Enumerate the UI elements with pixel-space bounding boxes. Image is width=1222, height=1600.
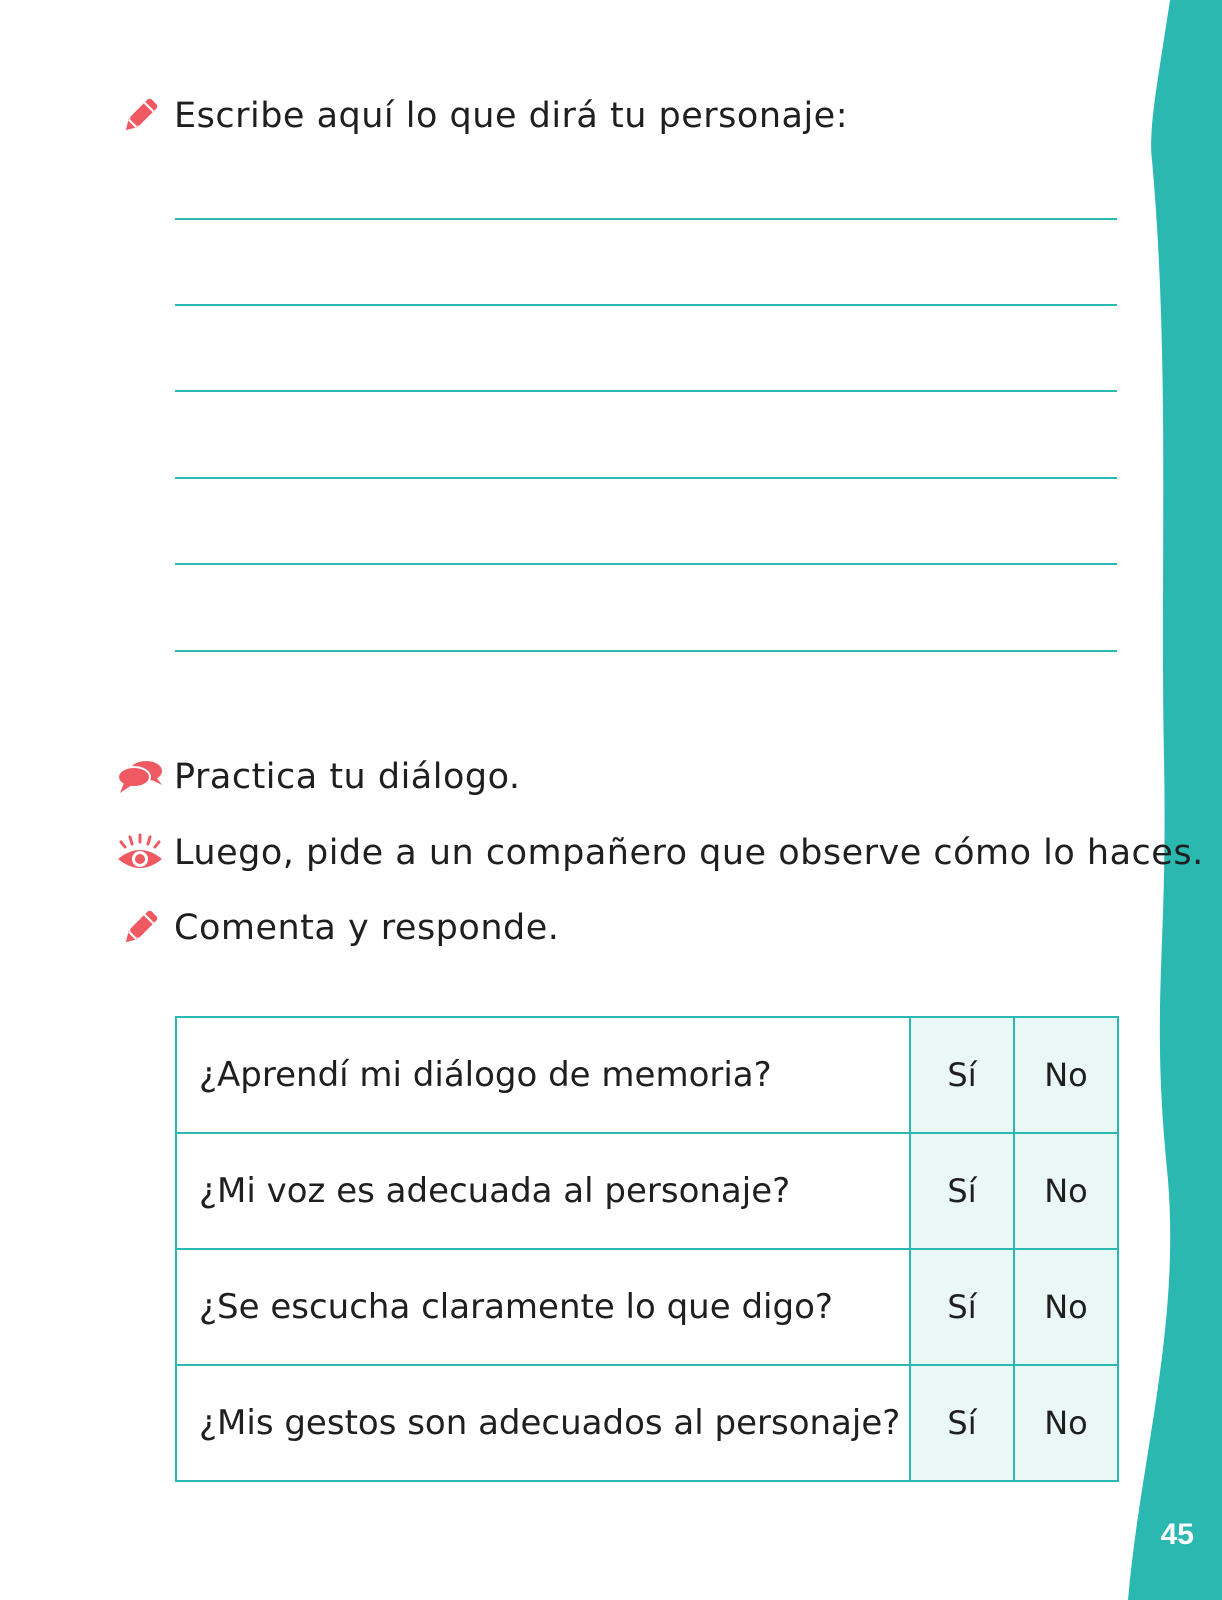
table-row <box>176 1133 1118 1249</box>
yes-option[interactable]: Sí <box>910 1133 1014 1249</box>
no-option[interactable]: No <box>1014 1133 1118 1249</box>
no-option[interactable]: No <box>1014 1017 1118 1133</box>
yes-option[interactable]: Sí <box>910 1017 1014 1133</box>
eye-icon <box>116 831 164 875</box>
page-number: 45 <box>1160 1518 1194 1551</box>
self-evaluation-table <box>175 1016 1119 1482</box>
writing-line[interactable] <box>175 563 1117 565</box>
question-cell: ¿Se escucha claramente lo que digo? <box>176 1249 910 1365</box>
question-cell: ¿Mi voz es adecuada al personaje? <box>176 1133 910 1249</box>
writing-line[interactable] <box>175 477 1117 479</box>
yes-option[interactable]: Sí <box>910 1249 1014 1365</box>
instruction-write-text: Escribe aquí lo que dirá tu personaje: <box>174 96 849 136</box>
instruction-comment <box>116 906 559 950</box>
no-option[interactable]: No <box>1014 1249 1118 1365</box>
writing-line[interactable] <box>175 390 1117 392</box>
table-row <box>176 1017 1118 1133</box>
writing-line[interactable] <box>175 304 1117 306</box>
speech-bubbles-icon <box>116 755 164 799</box>
instruction-write <box>116 94 848 138</box>
table-row <box>176 1365 1118 1481</box>
no-option[interactable]: No <box>1014 1365 1118 1481</box>
question-cell: ¿Mis gestos son adecuados al personaje? <box>176 1365 910 1481</box>
instruction-practice <box>116 755 521 799</box>
writing-line[interactable] <box>175 650 1117 652</box>
writing-line[interactable] <box>175 218 1117 220</box>
instruction-comment-text: Comenta y responde. <box>174 908 560 948</box>
instruction-practice-text: Practica tu diálogo. <box>174 757 521 797</box>
pencil-icon <box>116 906 164 950</box>
pencil-icon <box>116 94 164 138</box>
instruction-observe-text: Luego, pide a un compañero que observe cómo lo haces. <box>174 833 1204 873</box>
question-cell: ¿Aprendí mi diálogo de memoria? <box>176 1017 910 1133</box>
yes-option[interactable]: Sí <box>910 1365 1014 1481</box>
instruction-observe <box>116 831 1204 875</box>
table-row <box>176 1249 1118 1365</box>
